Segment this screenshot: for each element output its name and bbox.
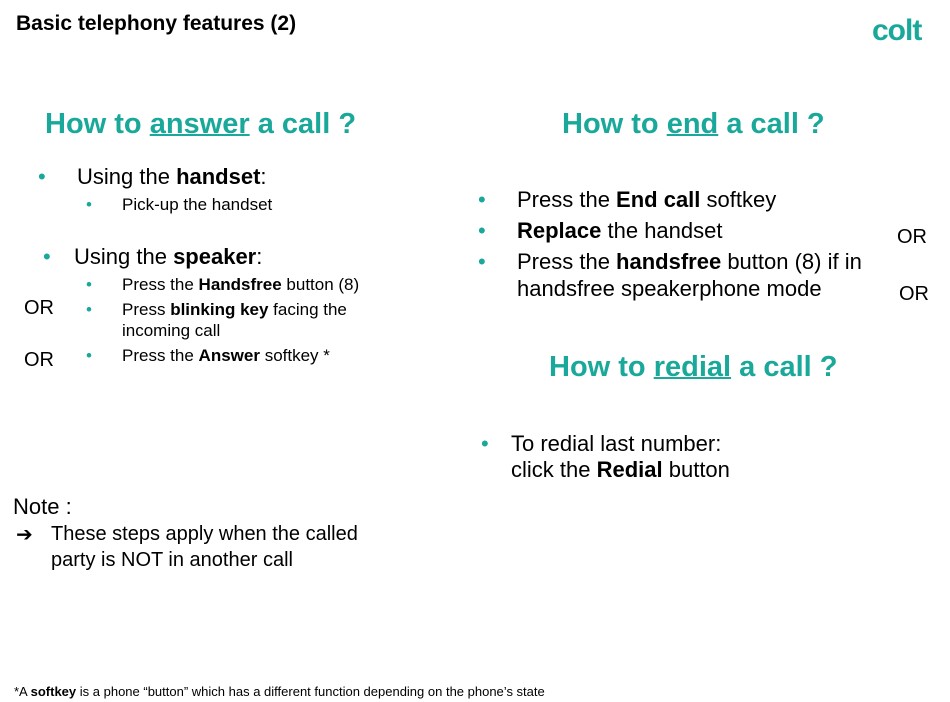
- sub-bullet: •: [86, 275, 92, 294]
- handset-bullet: •: [38, 164, 46, 189]
- speaker-bullet: •: [43, 244, 51, 269]
- redial-bullet: •: [481, 431, 489, 456]
- or-label: OR: [897, 226, 927, 248]
- arrow-right-icon: ➔: [16, 524, 33, 546]
- speaker-item-answer: Press the Answer softkey *: [122, 346, 330, 365]
- answer-heading-keyword: answer: [149, 108, 250, 140]
- colt-logo: colt: [872, 14, 922, 47]
- end-bullet: •: [478, 218, 486, 243]
- sub-bullet: •: [86, 346, 92, 365]
- handset-item: Pick-up the handset: [122, 195, 273, 214]
- slide-title: Basic telephony features (2): [16, 12, 297, 35]
- end-item-end-call: Press the End call softkey: [517, 187, 777, 212]
- end-item-handsfree-line2: handsfree speakerphone mode: [517, 276, 822, 301]
- speaker-item-blinking-key: Press blinking key facing the: [122, 300, 347, 319]
- end-heading-keyword: end: [666, 108, 719, 140]
- end-heading: How to end a call ?: [562, 108, 825, 140]
- speaker-item-handsfree: Press the Handsfree button (8): [122, 275, 360, 294]
- sub-bullet: •: [86, 300, 92, 319]
- speaker-item-blinking-key-line2: incoming call: [122, 321, 221, 340]
- note-line2: party is NOT in another call: [51, 549, 293, 571]
- handset-heading: Using the handset:: [77, 164, 267, 189]
- redial-item-line2: click the Redial button: [511, 457, 730, 482]
- sub-bullet: •: [86, 195, 92, 214]
- end-item-handsfree: Press the handsfree button (8) if in: [517, 249, 862, 274]
- or-label: OR: [899, 283, 929, 305]
- or-label: OR: [24, 297, 54, 319]
- end-item-replace: Replace the handset: [517, 218, 723, 243]
- footnote: *A softkey is a phone “button” which has a different function depending on the phone’s state: [14, 684, 545, 699]
- or-label: OR: [24, 349, 54, 371]
- note-line1: These steps apply when the called: [51, 523, 358, 545]
- note-label: Note :: [13, 494, 72, 519]
- speaker-heading: Using the speaker:: [74, 244, 263, 269]
- end-bullet: •: [478, 249, 486, 274]
- end-bullet: •: [478, 187, 486, 212]
- redial-heading: How to redial a call ?: [549, 351, 838, 383]
- answer-heading: How to answer a call ?: [45, 108, 357, 140]
- redial-heading-keyword: redial: [653, 351, 732, 383]
- redial-item-line1: To redial last number:: [511, 431, 722, 456]
